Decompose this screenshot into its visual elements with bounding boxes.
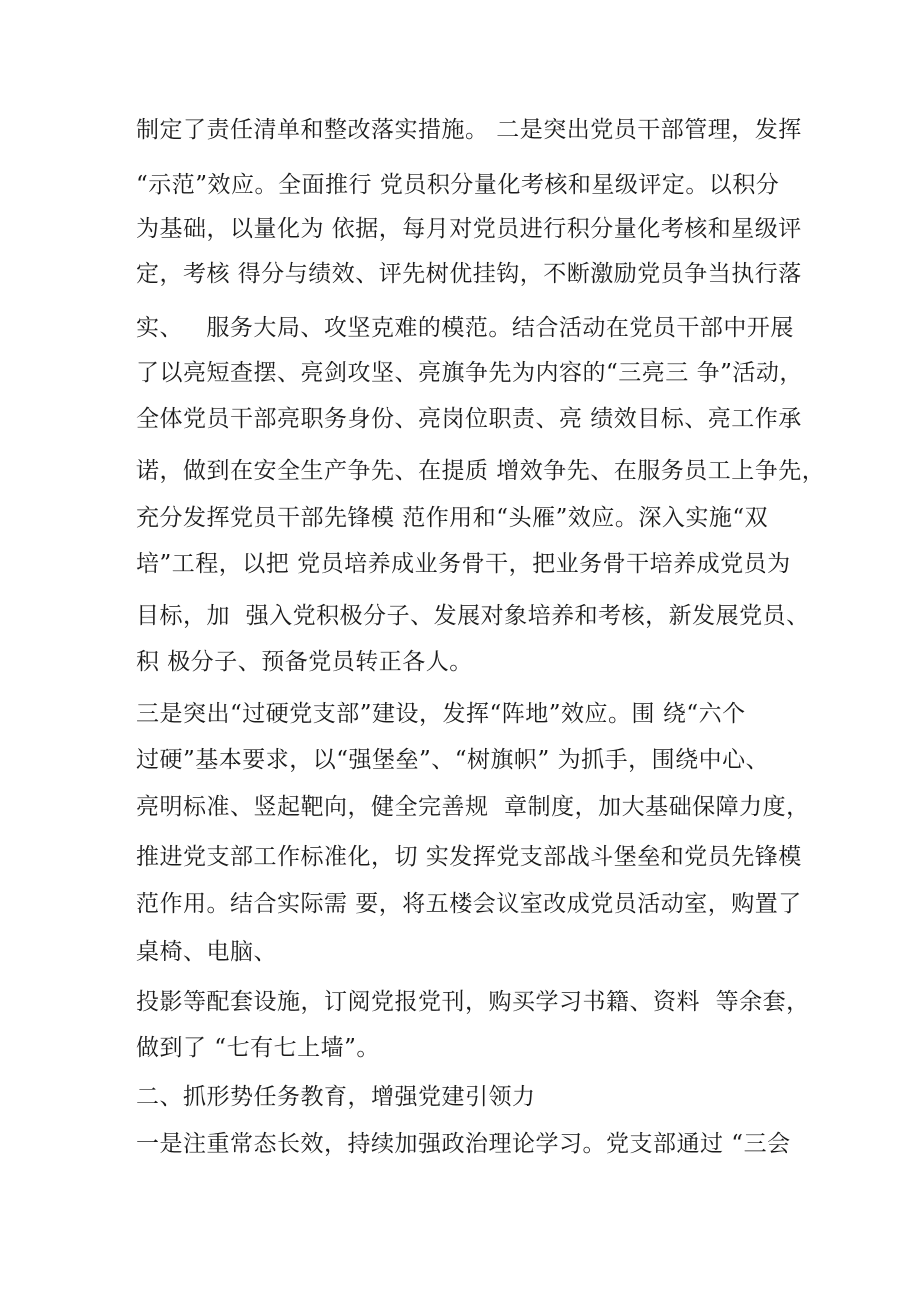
text-line: 了以亮短查摆、亮剑攻坚、亮旗争先为内容的“三亮三 争”活动， xyxy=(136,360,803,386)
text-line: 过硬”基本要求，以“强堡垒”、“树旗帜” 为抓手，围绕中心、 xyxy=(136,747,770,773)
text-line: “示范”效应。全面推行 党员积分量化考核和星级评定。以积分 xyxy=(136,172,780,198)
text-line: 桌椅、电脑、 xyxy=(136,939,277,965)
text-line: 为基础，以量化为 依据，每月对党员进行积分量化考核和星级评 xyxy=(136,216,802,242)
text-line: 充分发挥党员干部先锋模 范作用和“头雁”效应。深入实施“双 xyxy=(136,505,769,531)
text-line: 全体党员干部亮职务身份、亮岗位职责、亮 绩效目标、亮工作承 xyxy=(136,406,802,432)
text-line: 三是突出“过硬党支部”建设，发挥“阵地”效应。围 绕“六个 xyxy=(136,701,746,727)
text-line: 目标，加 强入党积极分子、发展对象培养和考核，新发展党员、 xyxy=(136,603,810,629)
text-line: 积 极分子、预备党员转正各人。 xyxy=(136,649,473,675)
text-line: 培”工程，以把 党员培养成业务骨干，把业务骨干培养成党员为 xyxy=(136,551,791,577)
text-line: 亮明标准、竖起靶向，健全完善规 章制度，加大基础保障力度， xyxy=(136,794,810,820)
text-line: 投影等配套设施，订阅党报党刊，购买学习书籍、资料 等余套， xyxy=(136,989,810,1015)
text-line: 诺，做到在安全生产争先、在提质 增效争先、在服务员工上争先， xyxy=(136,458,826,484)
text-line: 做到了 “七有七上墙”。 xyxy=(136,1035,380,1061)
text-line: 范作用。结合实际需 要，将五楼会议室改成党员活动室，购置了 xyxy=(136,891,802,917)
text-line: 推进党支部工作标准化，切 实发挥党支部战斗堡垒和党员先锋模 xyxy=(136,844,802,870)
text-line: 实、 服务大局、攻坚克难的模范。结合活动在党员干部中开展 xyxy=(136,315,794,341)
text-line: 一是注重常态长效，持续加强政治理论学习。党支部通过 “三会 xyxy=(136,1131,791,1157)
text-line: 定，考核 得分与绩效、评先树优挂钩，不断激励党员争当执行落 xyxy=(136,261,802,287)
section-heading: 二、抓形势任务教育，增强党建引领力 xyxy=(136,1084,536,1110)
text-line: 制定了责任清单和整改落实措施。 二是突出党员干部管理，发挥 xyxy=(136,117,802,143)
